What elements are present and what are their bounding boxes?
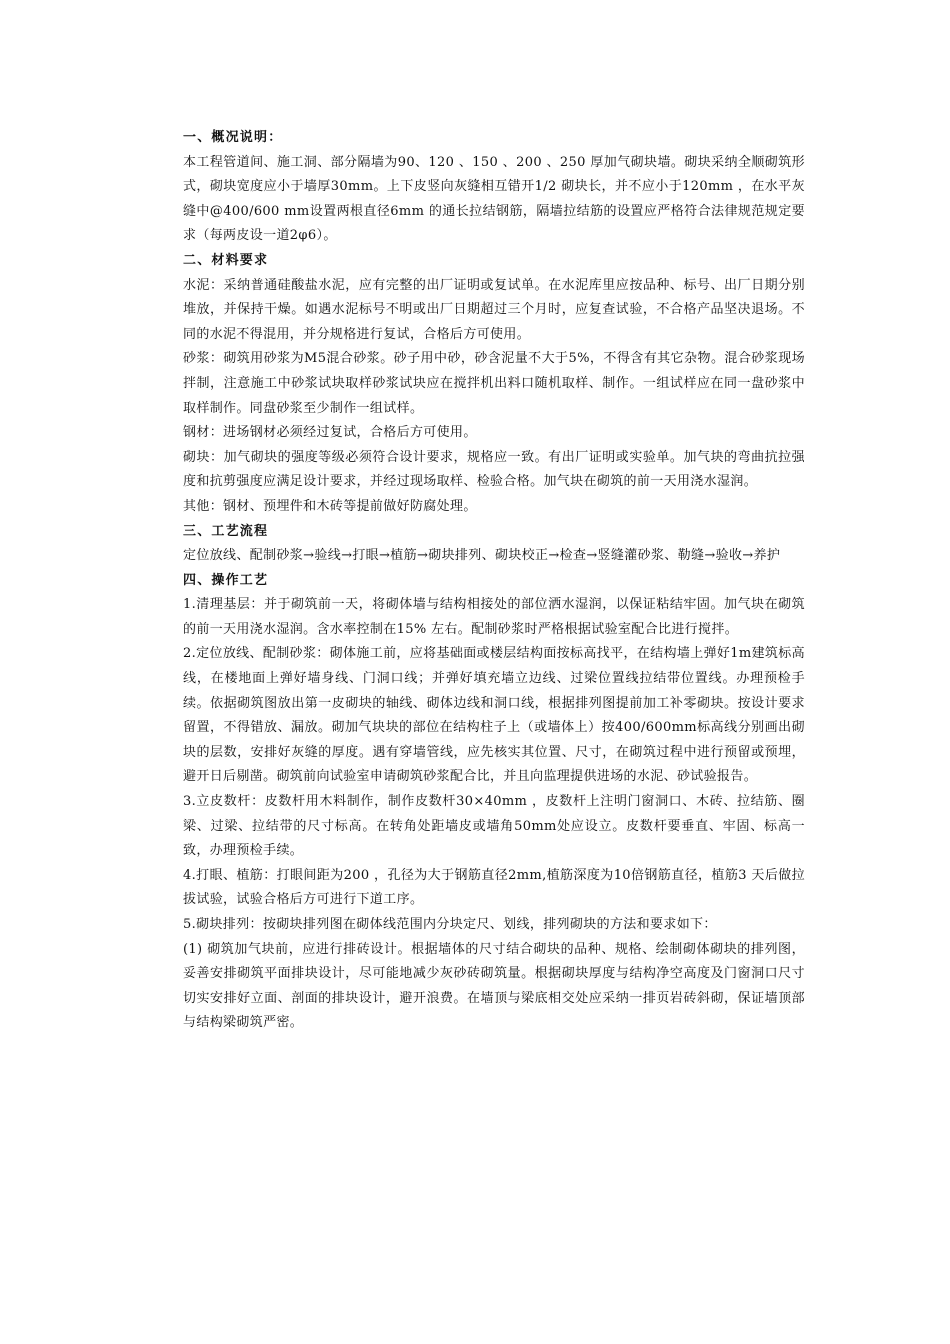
paragraph-blocks: 砌块：加气砌块的强度等级必须符合设计要求，规格应一致。有出厂证明或实验单。加气块的弯曲抗拉强度和抗剪强度应满足设计要求，并经过现场取样、检验合格。加气块在砌筑的前一天用浇水湿润。 bbox=[183, 449, 805, 490]
paragraph-other: 其他：钢材、预埋件和木砖等提前做好防腐处理。 bbox=[183, 498, 477, 514]
paragraph-step-5: 5.砌块排列：按砌块排列图在砌体线范围内分块定尺、划线，排列砌块的方法和要求如下： bbox=[183, 917, 717, 932]
section-heading: 一、概况说明： bbox=[183, 130, 283, 145]
paragraph-step-1: 1.清理基层：并于砌筑前一天，将砌体墙与结构相接处的部位洒水湿润，以保证粘结牢固。加气块在砌筑的前一天用浇水湿润。含水率控制在15% 左右。配制砂浆时严格根据试验室配合比进行搅拌。 bbox=[183, 597, 805, 637]
document-page bbox=[183, 126, 805, 1036]
paragraph: 定位放线、配制砂浆→验线→打眼→植筋→砌块排列、砌块校正→检查→竖缝灌砂浆、勒缝→验收→养护 bbox=[183, 548, 781, 564]
section-overview bbox=[183, 126, 805, 249]
section-operation bbox=[183, 569, 805, 1036]
section-materials bbox=[183, 249, 805, 520]
paragraph-cement: 水泥：采纳普通硅酸盐水泥，应有完整的出厂证明或复试单。在水泥库里应按品种、标号、出厂日期分别堆放，并保持干燥。如遇水泥标号不明或出厂日期超过三个月时，应复查试验，不合格产品坚决退场。不同的水泥不得混用，并分规格进行复试，合格后方可使用。 bbox=[183, 277, 805, 342]
paragraph-step-3: 3.立皮数杆：皮数杆用木料制作，制作皮数杆30×40mm ，皮数杆上注明门窗洞口、木砖、拉结筋、圈梁、过梁、拉结带的尺寸标高。在转角处距墙皮或墙角50mm处应设立。皮数杆要垂直、牢固、标高一致，办理预检手续。 bbox=[183, 794, 805, 859]
section-heading: 三、工艺流程 bbox=[183, 523, 269, 539]
section-process-flow bbox=[183, 520, 805, 569]
section-heading: 四、操作工艺 bbox=[183, 572, 269, 588]
paragraph-mortar: 砂浆：砌筑用砂浆为M5混合砂浆。砂子用中砂，砂含泥量不大于5%，不得含有其它杂物。混合砂浆现场拌制，注意施工中砂浆试块取样砂浆试块应在搅拌机出料口随机取样、制作。一组试样应在同一盘砂浆中取样制作。同盘砂浆至少制作一组试样。 bbox=[183, 351, 805, 416]
paragraph: 本工程管道间、施工洞、部分隔墙为90、120 、150 、200 、250 厚加气砌块墙。砌块采纳全顺砌筑形式，砌块宽度应小于墙厚30mm。上下皮竖向灰缝相互错开1/2 砌块长，并不应小于120mm ，在水平灰缝中@400/600 mm设置两根直径6mm 的通长拉结钢筋，隔墙拉结筋的设置应严格符合法律规范规定要求（每两皮设一道2φ6）。 bbox=[183, 154, 805, 244]
paragraph-step-5-1: (1) 砌筑加气块前，应进行排砖设计。根据墙体的尺寸结合砌块的品种、规格、绘制砌体砌块的排列图，妥善安排砌筑平面排块设计，尽可能地减少灰砂砖砌筑量。根据砌块厚度与结构净空高度及门窗洞口尺寸切实安排好立面、剖面的排块设计，避开浪费。在墙顶与梁底相交处应采纳一排页岩砖斜砌，保证墙顶部与结构梁砌筑严密。 bbox=[183, 941, 805, 1031]
section-heading: 二、材料要求 bbox=[183, 252, 269, 268]
paragraph-step-2: 2.定位放线、配制砂浆：砌体施工前，应将基础面或楼层结构面按标高找平，在结构墙上弹好1m建筑标高线，在楼地面上弹好墙身线、门洞口线；并弹好填充墙立边线、过梁位置线拉结带位置线。办理预检手续。依据砌筑图放出第一皮砌块的轴线、砌体边线和洞口线，根据排列图提前加工补零砌块。按设计要求留置，不得错放、漏放。砌加气块块的部位在结构柱子上（或墙体上）按400/600mm标高线分别画出砌块的层数，安排好灰缝的厚度。遇有穿墙管线，应先核实其位置、尺寸，在砌筑过程中进行预留或预埋，避开日后剔凿。砌筑前向试验室申请砌筑砂浆配合比，并且向监理提供进场的水泥、砂试验报告。 bbox=[183, 646, 805, 785]
paragraph-steel: 钢材：进场钢材必须经过复试，合格后方可使用。 bbox=[183, 425, 477, 441]
paragraph-step-4: 4.打眼、植筋：打眼间距为200 ，孔径为大于钢筋直径2mm,植筋深度为10倍钢筋直径，植筋3 天后做拉拔试验，试验合格后方可进行下道工序。 bbox=[183, 867, 805, 908]
